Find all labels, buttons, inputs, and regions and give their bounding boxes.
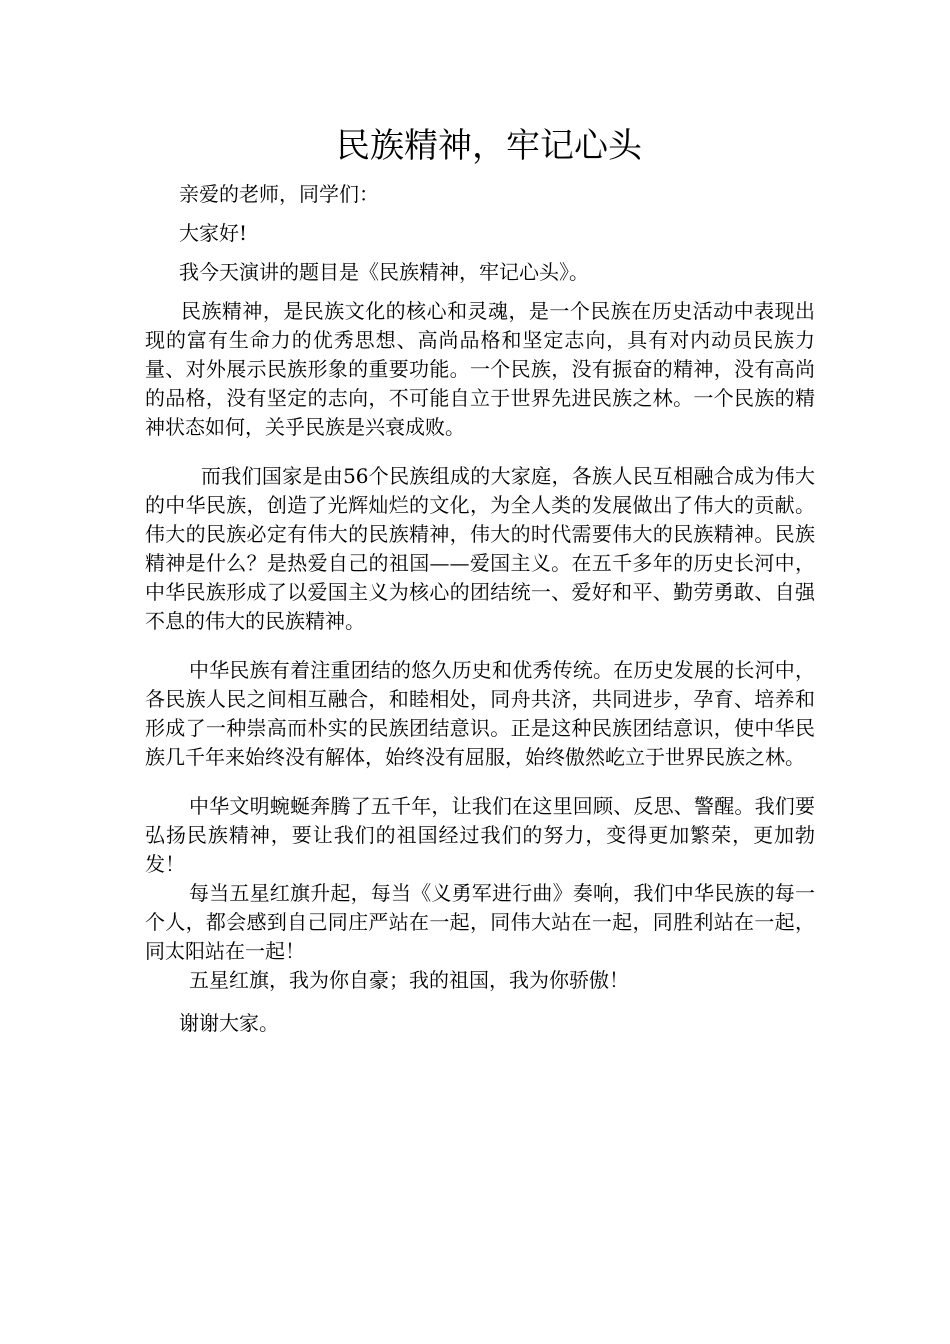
hello-line: 大家好!	[179, 221, 248, 245]
paragraph-6: 五星红旗，我为你自豪；我的祖国，我为你骄傲！	[189, 968, 629, 992]
greeting: 亲爱的老师，同学们：	[179, 182, 379, 206]
paragraph-4: 中华文明蜿蜒奔腾了五千年，让我们在这里回顾、反思、警醒。我们要弘扬民族精神，要让我们的祖国经过我们的努力，变得更加繁荣，更加勃发！	[145, 794, 815, 876]
paragraph-5: 每当五星红旗升起，每当《义勇军进行曲》奏响，我们中华民族的每一个人，都会感到自己同庄严站在一起，同伟大站在一起，同胜利站在一起，同太阳站在一起！	[145, 881, 815, 963]
paragraph-3: 中华民族有着注重团结的悠久历史和优秀传统。在历史发展的长河中，各民族人民之间相互融合，和睦相处，同舟共济，共同进步，孕育、培养和形成了一种崇高而朴实的民族团结意识。正是这种民族团结意识，使中华民族几千年来始终没有解体，始终没有屈服，始终傲然屹立于世界民族之林。	[145, 658, 815, 769]
document-page	[145, 120, 815, 1038]
paragraph-1: 民族精神，是民族文化的核心和灵魂，是一个民族在历史活动中表现出现的富有生命力的优秀思想、高尚品格和坚定志向，具有对内动员民族力量、对外展示民族形象的重要功能。一个民族，没有振奋的精神，没有高尚的品格，没有坚定的志向，不可能自立于世界先进民族之林。一个民族的精神状态如何，关乎民族是兴衰成败。	[145, 299, 815, 439]
paragraph-2: 而我们国家是由56个民族组成的大家庭，各族人民互相融合成为伟大的中华民族，创造了光辉灿烂的文化，为全人类的发展做出了伟大的贡献。伟大的民族必定有伟大的民族精神，伟大的时代需要伟大的民族精神。民族精神是什么？是热爱自己的祖国——爱国主义。在五千多年的历史长河中，中华民族形成了以爱国主义为核心的团结统一、爱好和平、勤劳勇敢、自强不息的伟大的民族精神。	[145, 464, 815, 633]
intro-line: 我今天演讲的题目是《民族精神，牢记心头》。	[179, 260, 589, 284]
closing-line: 谢谢大家。	[179, 1011, 279, 1035]
page-title: 民族精神，牢记心头	[336, 126, 642, 166]
